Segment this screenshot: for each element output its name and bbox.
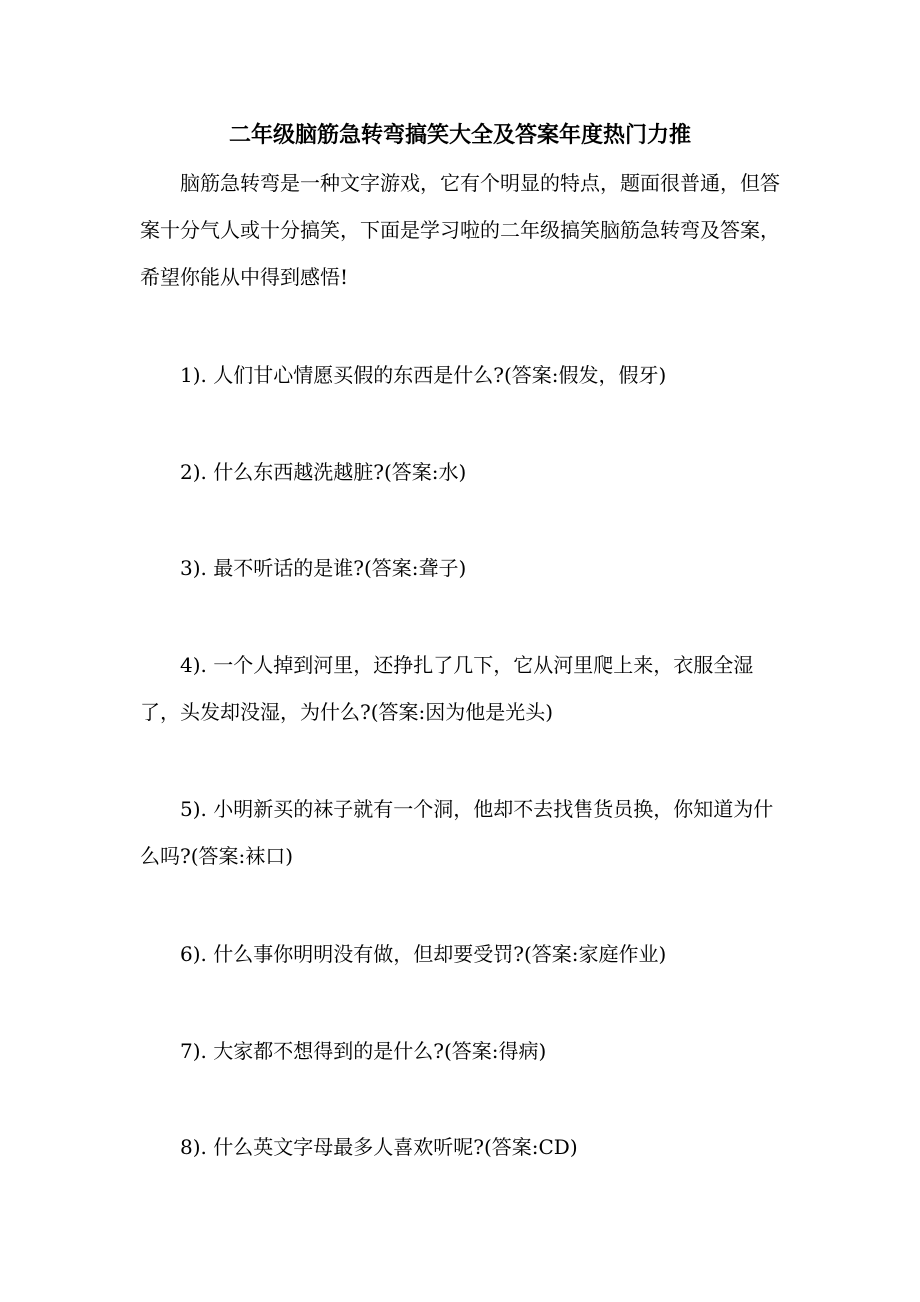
question-item: 6). 什么事你明明没有做，但却要受罚?(答案:家庭作业) (180, 942, 667, 966)
question-item: 4). 一个人掉到河里，还挣扎了几下，它从河里爬上来，衣服全湿了，头发却没湿，为什么?(答案:因为他是光头) (140, 653, 754, 724)
intro-paragraph: 脑筋急转弯是一种文字游戏，它有个明显的特点，题面很普通，但答案十分气人或十分搞笑，下面是学习啦的二年级搞笑脑筋急转弯及答案，希望你能从中得到感悟! (140, 171, 780, 289)
question-item: 7). 大家都不想得到的是什么?(答案:得病) (180, 1039, 547, 1063)
question-item: 3). 最不听话的是谁?(答案:聋子) (180, 556, 467, 580)
question-item: 2). 什么东西越洗越脏?(答案:水) (180, 460, 467, 484)
question-item: 1). 人们甘心情愿买假的东西是什么?(答案:假发，假牙) (180, 363, 667, 387)
page-title: 二年级脑筋急转弯搞笑大全及答案年度热门力推 (228, 122, 691, 148)
question-item: 8). 什么英文字母最多人喜欢听呢?(答案:CD) (180, 1135, 578, 1159)
question-item: 5). 小明新买的袜子就有一个洞，他却不去找售货员换，你知道为什么吗?(答案:袜口) (140, 797, 774, 868)
